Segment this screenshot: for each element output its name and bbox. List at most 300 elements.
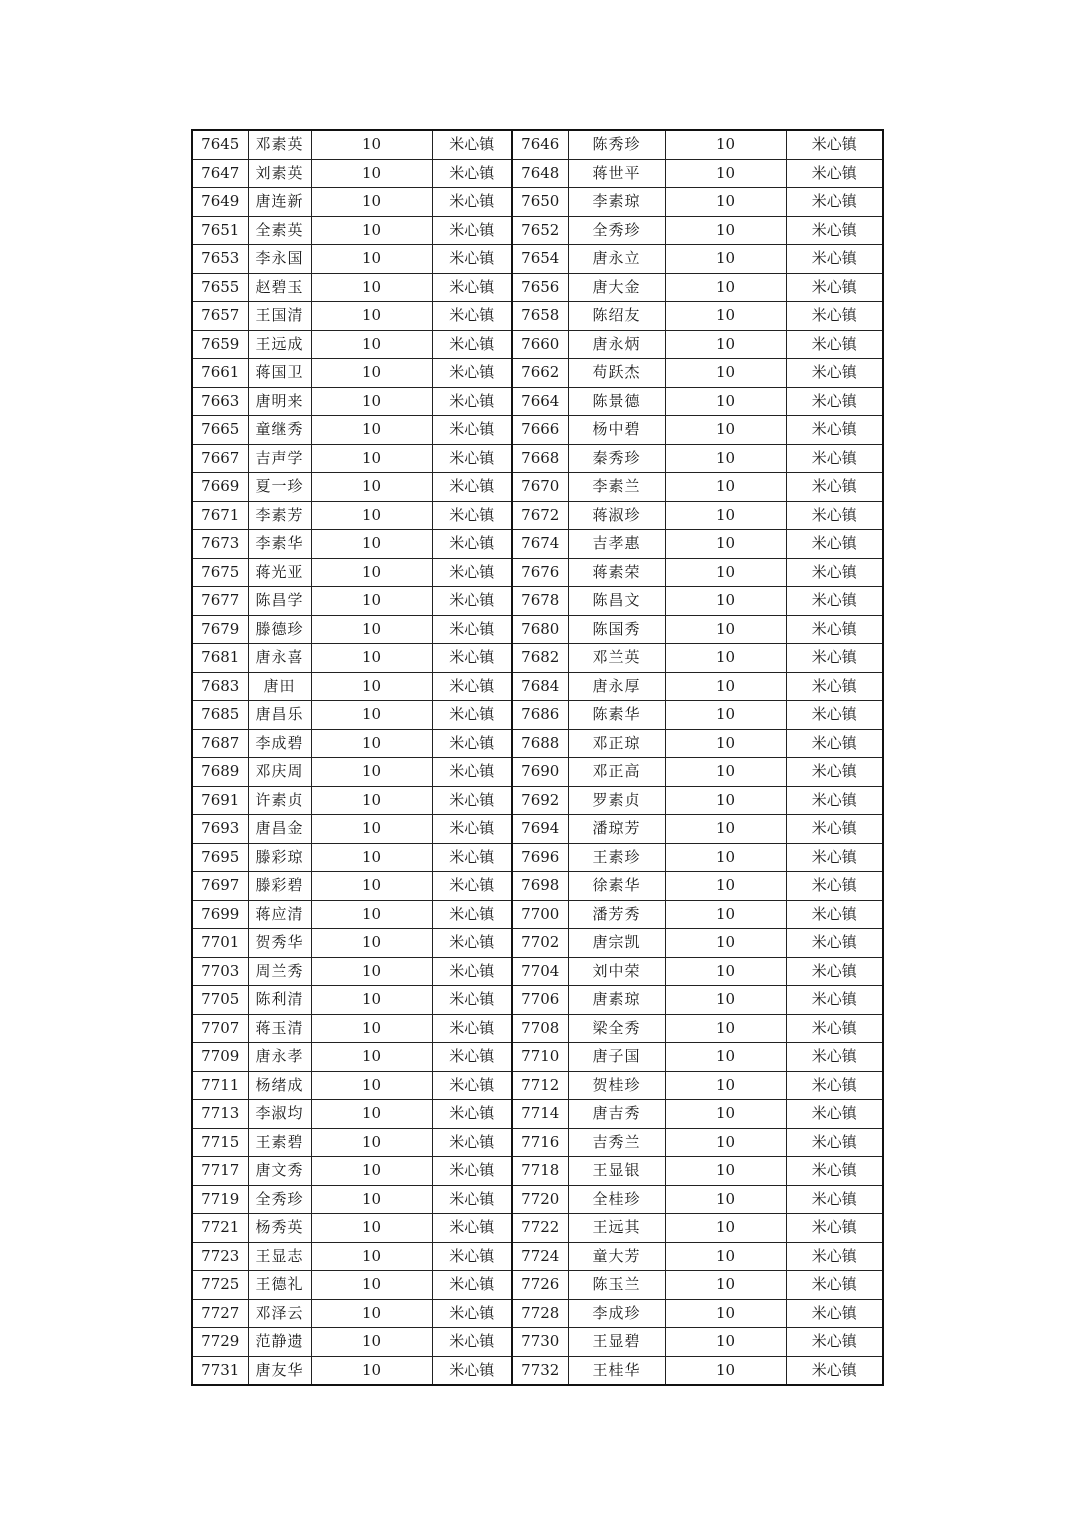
amount-cell: 10 xyxy=(311,1299,432,1328)
town-cell: 米心镇 xyxy=(786,644,883,673)
record-id-cell: 7704 xyxy=(512,957,568,986)
amount-cell: 10 xyxy=(665,159,786,188)
record-id-cell: 7646 xyxy=(512,130,568,159)
amount-cell: 10 xyxy=(311,245,432,274)
name-cell: 王显碧 xyxy=(568,1328,665,1357)
record-id-cell: 7684 xyxy=(512,672,568,701)
name-cell: 陈玉兰 xyxy=(568,1271,665,1300)
name-cell: 贺桂珍 xyxy=(568,1071,665,1100)
town-cell: 米心镇 xyxy=(432,530,512,559)
name-cell: 罗素贞 xyxy=(568,786,665,815)
record-id-cell: 7683 xyxy=(192,672,248,701)
amount-cell: 10 xyxy=(311,615,432,644)
table-row xyxy=(192,872,883,901)
amount-cell: 10 xyxy=(665,245,786,274)
town-cell: 米心镇 xyxy=(432,330,512,359)
town-cell: 米心镇 xyxy=(432,1299,512,1328)
amount-cell: 10 xyxy=(665,986,786,1015)
amount-cell: 10 xyxy=(311,130,432,159)
record-id-cell: 7700 xyxy=(512,900,568,929)
town-cell: 米心镇 xyxy=(786,1014,883,1043)
table-row xyxy=(192,216,883,245)
record-id-cell: 7690 xyxy=(512,758,568,787)
town-cell: 米心镇 xyxy=(786,986,883,1015)
name-cell: 刘素英 xyxy=(248,159,311,188)
amount-cell: 10 xyxy=(311,273,432,302)
record-id-cell: 7693 xyxy=(192,815,248,844)
name-cell: 邓正琼 xyxy=(568,729,665,758)
record-id-cell: 7673 xyxy=(192,530,248,559)
record-id-cell: 7722 xyxy=(512,1214,568,1243)
table-row xyxy=(192,986,883,1015)
record-id-cell: 7659 xyxy=(192,330,248,359)
table-row xyxy=(192,957,883,986)
record-id-cell: 7654 xyxy=(512,245,568,274)
record-id-cell: 7651 xyxy=(192,216,248,245)
town-cell: 米心镇 xyxy=(432,1242,512,1271)
town-cell: 米心镇 xyxy=(786,273,883,302)
record-id-cell: 7731 xyxy=(192,1356,248,1385)
town-cell: 米心镇 xyxy=(432,644,512,673)
name-cell: 童大芳 xyxy=(568,1242,665,1271)
amount-cell: 10 xyxy=(665,558,786,587)
name-cell: 潘琼芳 xyxy=(568,815,665,844)
amount-cell: 10 xyxy=(311,1128,432,1157)
town-cell: 米心镇 xyxy=(432,273,512,302)
name-cell: 唐昌金 xyxy=(248,815,311,844)
record-id-cell: 7709 xyxy=(192,1043,248,1072)
name-cell: 唐永孝 xyxy=(248,1043,311,1072)
record-id-cell: 7688 xyxy=(512,729,568,758)
name-cell: 全秀珍 xyxy=(568,216,665,245)
town-cell: 米心镇 xyxy=(786,1100,883,1129)
amount-cell: 10 xyxy=(311,159,432,188)
record-id-cell: 7706 xyxy=(512,986,568,1015)
amount-cell: 10 xyxy=(665,1100,786,1129)
record-id-cell: 7717 xyxy=(192,1157,248,1186)
record-id-cell: 7662 xyxy=(512,359,568,388)
town-cell: 米心镇 xyxy=(786,1299,883,1328)
name-cell: 李成珍 xyxy=(568,1299,665,1328)
amount-cell: 10 xyxy=(665,473,786,502)
record-id-cell: 7729 xyxy=(192,1328,248,1357)
record-id-cell: 7660 xyxy=(512,330,568,359)
table-row xyxy=(192,1100,883,1129)
amount-cell: 10 xyxy=(665,1071,786,1100)
record-id-cell: 7682 xyxy=(512,644,568,673)
name-cell: 唐永立 xyxy=(568,245,665,274)
table-row xyxy=(192,416,883,445)
record-id-cell: 7674 xyxy=(512,530,568,559)
name-cell: 潘芳秀 xyxy=(568,900,665,929)
name-cell: 吉秀兰 xyxy=(568,1128,665,1157)
name-cell: 唐友华 xyxy=(248,1356,311,1385)
table-row xyxy=(192,1071,883,1100)
amount-cell: 10 xyxy=(311,1356,432,1385)
town-cell: 米心镇 xyxy=(786,957,883,986)
amount-cell: 10 xyxy=(665,758,786,787)
record-id-cell: 7649 xyxy=(192,188,248,217)
amount-cell: 10 xyxy=(665,1356,786,1385)
table-row xyxy=(192,644,883,673)
name-cell: 王国清 xyxy=(248,302,311,331)
record-id-cell: 7699 xyxy=(192,900,248,929)
amount-cell: 10 xyxy=(665,501,786,530)
town-cell: 米心镇 xyxy=(786,159,883,188)
town-cell: 米心镇 xyxy=(432,986,512,1015)
name-cell: 秦秀珍 xyxy=(568,444,665,473)
name-cell: 邓素英 xyxy=(248,130,311,159)
table-row xyxy=(192,245,883,274)
town-cell: 米心镇 xyxy=(786,843,883,872)
town-cell: 米心镇 xyxy=(432,1214,512,1243)
record-id-cell: 7728 xyxy=(512,1299,568,1328)
amount-cell: 10 xyxy=(665,1157,786,1186)
record-id-cell: 7675 xyxy=(192,558,248,587)
name-cell: 王素碧 xyxy=(248,1128,311,1157)
table-row xyxy=(192,1242,883,1271)
amount-cell: 10 xyxy=(665,302,786,331)
name-cell: 滕彩琼 xyxy=(248,843,311,872)
town-cell: 米心镇 xyxy=(432,843,512,872)
town-cell: 米心镇 xyxy=(432,1271,512,1300)
town-cell: 米心镇 xyxy=(432,729,512,758)
record-id-cell: 7712 xyxy=(512,1071,568,1100)
table-row xyxy=(192,1356,883,1385)
record-id-cell: 7666 xyxy=(512,416,568,445)
town-cell: 米心镇 xyxy=(432,615,512,644)
town-cell: 米心镇 xyxy=(786,1242,883,1271)
record-id-cell: 7663 xyxy=(192,387,248,416)
record-id-cell: 7650 xyxy=(512,188,568,217)
town-cell: 米心镇 xyxy=(432,672,512,701)
amount-cell: 10 xyxy=(665,900,786,929)
amount-cell: 10 xyxy=(311,1157,432,1186)
town-cell: 米心镇 xyxy=(786,729,883,758)
record-id-cell: 7714 xyxy=(512,1100,568,1129)
town-cell: 米心镇 xyxy=(786,1185,883,1214)
name-cell: 陈昌学 xyxy=(248,587,311,616)
name-cell: 唐吉秀 xyxy=(568,1100,665,1129)
name-cell: 邓兰英 xyxy=(568,644,665,673)
name-cell: 李素芳 xyxy=(248,501,311,530)
record-id-cell: 7679 xyxy=(192,615,248,644)
record-id-cell: 7668 xyxy=(512,444,568,473)
record-id-cell: 7702 xyxy=(512,929,568,958)
name-cell: 邓正高 xyxy=(568,758,665,787)
amount-cell: 10 xyxy=(311,900,432,929)
name-cell: 滕彩碧 xyxy=(248,872,311,901)
name-cell: 贺秀华 xyxy=(248,929,311,958)
record-id-cell: 7648 xyxy=(512,159,568,188)
name-cell: 蒋素荣 xyxy=(568,558,665,587)
amount-cell: 10 xyxy=(311,473,432,502)
name-cell: 唐文秀 xyxy=(248,1157,311,1186)
table-row xyxy=(192,1157,883,1186)
record-id-cell: 7669 xyxy=(192,473,248,502)
record-id-cell: 7664 xyxy=(512,387,568,416)
name-cell: 童继秀 xyxy=(248,416,311,445)
record-id-cell: 7732 xyxy=(512,1356,568,1385)
town-cell: 米心镇 xyxy=(432,1128,512,1157)
name-cell: 王德礼 xyxy=(248,1271,311,1300)
record-id-cell: 7696 xyxy=(512,843,568,872)
town-cell: 米心镇 xyxy=(432,1014,512,1043)
table-row xyxy=(192,330,883,359)
record-id-cell: 7730 xyxy=(512,1328,568,1357)
town-cell: 米心镇 xyxy=(432,1100,512,1129)
name-cell: 许素贞 xyxy=(248,786,311,815)
record-id-cell: 7718 xyxy=(512,1157,568,1186)
amount-cell: 10 xyxy=(311,986,432,1015)
record-id-cell: 7647 xyxy=(192,159,248,188)
name-cell: 全秀珍 xyxy=(248,1185,311,1214)
table-row xyxy=(192,359,883,388)
amount-cell: 10 xyxy=(311,501,432,530)
record-id-cell: 7723 xyxy=(192,1242,248,1271)
name-cell: 王远其 xyxy=(568,1214,665,1243)
roster-table-body xyxy=(192,130,883,1385)
amount-cell: 10 xyxy=(311,1014,432,1043)
record-id-cell: 7711 xyxy=(192,1071,248,1100)
record-id-cell: 7653 xyxy=(192,245,248,274)
town-cell: 米心镇 xyxy=(432,1328,512,1357)
record-id-cell: 7656 xyxy=(512,273,568,302)
town-cell: 米心镇 xyxy=(786,302,883,331)
record-id-cell: 7726 xyxy=(512,1271,568,1300)
amount-cell: 10 xyxy=(665,729,786,758)
amount-cell: 10 xyxy=(311,387,432,416)
amount-cell: 10 xyxy=(665,1014,786,1043)
record-id-cell: 7710 xyxy=(512,1043,568,1072)
town-cell: 米心镇 xyxy=(786,900,883,929)
table-row xyxy=(192,815,883,844)
name-cell: 李淑均 xyxy=(248,1100,311,1129)
amount-cell: 10 xyxy=(665,444,786,473)
record-id-cell: 7672 xyxy=(512,501,568,530)
record-id-cell: 7689 xyxy=(192,758,248,787)
name-cell: 蒋淑珍 xyxy=(568,501,665,530)
town-cell: 米心镇 xyxy=(786,330,883,359)
amount-cell: 10 xyxy=(665,929,786,958)
record-id-cell: 7705 xyxy=(192,986,248,1015)
amount-cell: 10 xyxy=(311,1271,432,1300)
amount-cell: 10 xyxy=(665,615,786,644)
town-cell: 米心镇 xyxy=(786,786,883,815)
record-id-cell: 7678 xyxy=(512,587,568,616)
name-cell: 赵碧玉 xyxy=(248,273,311,302)
table-row xyxy=(192,1328,883,1357)
town-cell: 米心镇 xyxy=(432,130,512,159)
table-row xyxy=(192,758,883,787)
name-cell: 唐永炳 xyxy=(568,330,665,359)
amount-cell: 10 xyxy=(665,387,786,416)
town-cell: 米心镇 xyxy=(432,302,512,331)
name-cell: 蒋世平 xyxy=(568,159,665,188)
name-cell: 唐宗凯 xyxy=(568,929,665,958)
town-cell: 米心镇 xyxy=(432,159,512,188)
name-cell: 王桂华 xyxy=(568,1356,665,1385)
town-cell: 米心镇 xyxy=(432,444,512,473)
amount-cell: 10 xyxy=(665,644,786,673)
name-cell: 王显银 xyxy=(568,1157,665,1186)
town-cell: 米心镇 xyxy=(786,530,883,559)
record-id-cell: 7657 xyxy=(192,302,248,331)
amount-cell: 10 xyxy=(665,786,786,815)
amount-cell: 10 xyxy=(311,872,432,901)
table-row xyxy=(192,587,883,616)
amount-cell: 10 xyxy=(311,1100,432,1129)
name-cell: 李素兰 xyxy=(568,473,665,502)
amount-cell: 10 xyxy=(311,1071,432,1100)
amount-cell: 10 xyxy=(665,957,786,986)
name-cell: 蒋光亚 xyxy=(248,558,311,587)
town-cell: 米心镇 xyxy=(432,501,512,530)
record-id-cell: 7694 xyxy=(512,815,568,844)
table-row xyxy=(192,501,883,530)
amount-cell: 10 xyxy=(665,273,786,302)
record-id-cell: 7686 xyxy=(512,701,568,730)
table-row xyxy=(192,672,883,701)
amount-cell: 10 xyxy=(665,872,786,901)
amount-cell: 10 xyxy=(311,672,432,701)
town-cell: 米心镇 xyxy=(786,1356,883,1385)
amount-cell: 10 xyxy=(665,216,786,245)
roster-table xyxy=(191,129,884,1386)
record-id-cell: 7677 xyxy=(192,587,248,616)
name-cell: 邓庆周 xyxy=(248,758,311,787)
table-row xyxy=(192,387,883,416)
amount-cell: 10 xyxy=(311,701,432,730)
record-id-cell: 7721 xyxy=(192,1214,248,1243)
table-row xyxy=(192,558,883,587)
table-row xyxy=(192,188,883,217)
record-id-cell: 7697 xyxy=(192,872,248,901)
name-cell: 陈秀珍 xyxy=(568,130,665,159)
amount-cell: 10 xyxy=(665,843,786,872)
table-row xyxy=(192,1214,883,1243)
record-id-cell: 7680 xyxy=(512,615,568,644)
town-cell: 米心镇 xyxy=(432,216,512,245)
table-row xyxy=(192,729,883,758)
town-cell: 米心镇 xyxy=(432,1071,512,1100)
record-id-cell: 7670 xyxy=(512,473,568,502)
amount-cell: 10 xyxy=(665,330,786,359)
town-cell: 米心镇 xyxy=(432,359,512,388)
town-cell: 米心镇 xyxy=(786,1128,883,1157)
town-cell: 米心镇 xyxy=(432,188,512,217)
town-cell: 米心镇 xyxy=(432,929,512,958)
table-row xyxy=(192,1185,883,1214)
town-cell: 米心镇 xyxy=(432,473,512,502)
town-cell: 米心镇 xyxy=(432,245,512,274)
record-id-cell: 7645 xyxy=(192,130,248,159)
record-id-cell: 7671 xyxy=(192,501,248,530)
name-cell: 陈景德 xyxy=(568,387,665,416)
record-id-cell: 7652 xyxy=(512,216,568,245)
amount-cell: 10 xyxy=(665,1043,786,1072)
amount-cell: 10 xyxy=(665,188,786,217)
record-id-cell: 7687 xyxy=(192,729,248,758)
town-cell: 米心镇 xyxy=(786,672,883,701)
name-cell: 范静遗 xyxy=(248,1328,311,1357)
name-cell: 唐明来 xyxy=(248,387,311,416)
record-id-cell: 7703 xyxy=(192,957,248,986)
town-cell: 米心镇 xyxy=(786,501,883,530)
amount-cell: 10 xyxy=(665,130,786,159)
name-cell: 杨秀英 xyxy=(248,1214,311,1243)
record-id-cell: 7720 xyxy=(512,1185,568,1214)
amount-cell: 10 xyxy=(311,330,432,359)
name-cell: 周兰秀 xyxy=(248,957,311,986)
amount-cell: 10 xyxy=(311,530,432,559)
town-cell: 米心镇 xyxy=(432,701,512,730)
amount-cell: 10 xyxy=(665,1299,786,1328)
town-cell: 米心镇 xyxy=(786,473,883,502)
amount-cell: 10 xyxy=(665,1214,786,1243)
record-id-cell: 7716 xyxy=(512,1128,568,1157)
name-cell: 唐昌乐 xyxy=(248,701,311,730)
record-id-cell: 7661 xyxy=(192,359,248,388)
name-cell: 刘中荣 xyxy=(568,957,665,986)
town-cell: 米心镇 xyxy=(786,245,883,274)
record-id-cell: 7707 xyxy=(192,1014,248,1043)
town-cell: 米心镇 xyxy=(432,1043,512,1072)
name-cell: 蒋国卫 xyxy=(248,359,311,388)
town-cell: 米心镇 xyxy=(786,1214,883,1243)
amount-cell: 10 xyxy=(311,786,432,815)
record-id-cell: 7676 xyxy=(512,558,568,587)
town-cell: 米心镇 xyxy=(786,444,883,473)
record-id-cell: 7695 xyxy=(192,843,248,872)
amount-cell: 10 xyxy=(311,1328,432,1357)
amount-cell: 10 xyxy=(311,558,432,587)
table-row xyxy=(192,302,883,331)
record-id-cell: 7698 xyxy=(512,872,568,901)
town-cell: 米心镇 xyxy=(786,615,883,644)
name-cell: 杨绪成 xyxy=(248,1071,311,1100)
name-cell: 杨中碧 xyxy=(568,416,665,445)
town-cell: 米心镇 xyxy=(786,929,883,958)
name-cell: 李永国 xyxy=(248,245,311,274)
name-cell: 蒋玉清 xyxy=(248,1014,311,1043)
amount-cell: 10 xyxy=(311,957,432,986)
town-cell: 米心镇 xyxy=(432,815,512,844)
name-cell: 唐大金 xyxy=(568,273,665,302)
name-cell: 陈利清 xyxy=(248,986,311,1015)
amount-cell: 10 xyxy=(311,1214,432,1243)
name-cell: 梁全秀 xyxy=(568,1014,665,1043)
town-cell: 米心镇 xyxy=(786,188,883,217)
table-row xyxy=(192,130,883,159)
town-cell: 米心镇 xyxy=(432,416,512,445)
record-id-cell: 7685 xyxy=(192,701,248,730)
name-cell: 滕德珍 xyxy=(248,615,311,644)
town-cell: 米心镇 xyxy=(786,758,883,787)
record-id-cell: 7691 xyxy=(192,786,248,815)
amount-cell: 10 xyxy=(311,644,432,673)
amount-cell: 10 xyxy=(665,416,786,445)
town-cell: 米心镇 xyxy=(432,587,512,616)
name-cell: 苟跃杰 xyxy=(568,359,665,388)
table-row xyxy=(192,615,883,644)
record-id-cell: 7701 xyxy=(192,929,248,958)
name-cell: 全桂珍 xyxy=(568,1185,665,1214)
amount-cell: 10 xyxy=(311,359,432,388)
town-cell: 米心镇 xyxy=(432,957,512,986)
town-cell: 米心镇 xyxy=(432,786,512,815)
table-row xyxy=(192,1271,883,1300)
